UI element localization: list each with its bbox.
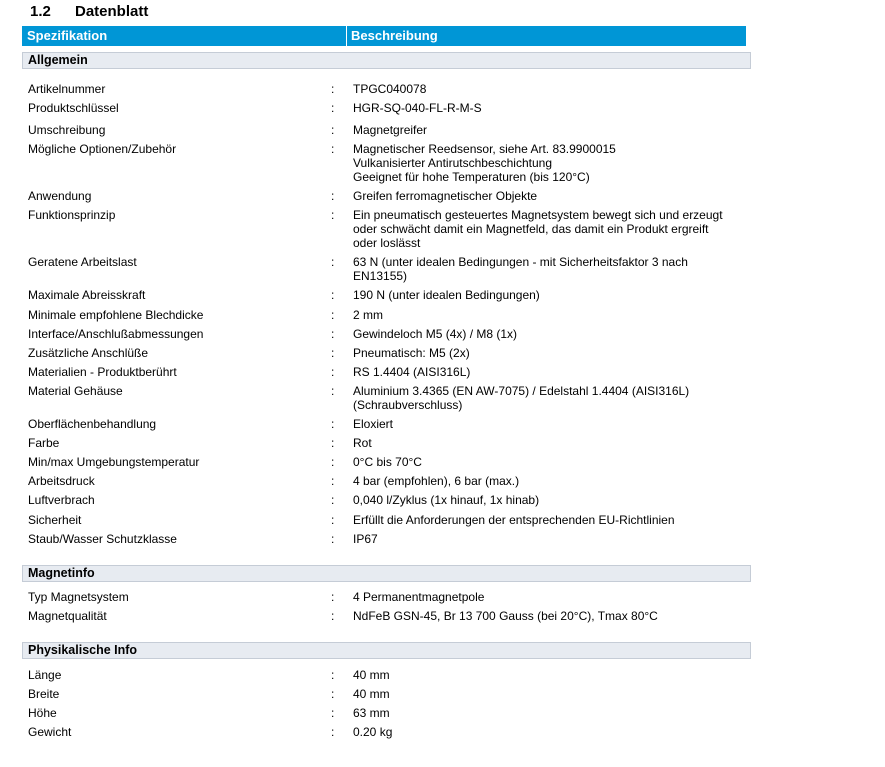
row-label: Höhe	[28, 706, 57, 720]
row-label: Länge	[28, 668, 62, 682]
row-label: Luftverbrach	[28, 493, 95, 507]
row-value	[353, 590, 753, 604]
value-line: 2 mm	[353, 308, 383, 322]
row-value	[353, 255, 753, 283]
row-separator: :	[331, 346, 335, 360]
section-header-physikalische-info: Physikalische Info	[22, 642, 751, 659]
value-line: 40 mm	[353, 668, 390, 682]
value-line: Geeignet für hohe Temperaturen (bis 120°C)	[353, 170, 590, 184]
row-value	[353, 82, 753, 96]
row-separator: :	[331, 308, 335, 322]
row-separator: :	[331, 706, 335, 720]
row-separator: :	[331, 609, 335, 623]
row-label: Interface/Anschlußabmessungen	[28, 327, 204, 341]
row-separator: :	[331, 327, 335, 341]
section-title: Datenblatt	[75, 3, 149, 20]
row-separator: :	[331, 474, 335, 488]
row-value	[353, 346, 753, 360]
row-separator: :	[331, 142, 335, 156]
value-line: 4 bar (empfohlen), 6 bar (max.)	[353, 474, 520, 488]
section-heading	[30, 2, 148, 22]
row-separator: :	[331, 208, 335, 222]
row-separator: :	[331, 668, 335, 682]
value-line: NdFeB GSN-45, Br 13 700 Gauss (bei 20°C), Tmax 80°C	[353, 609, 658, 623]
value-line: 0,040 l/Zyklus (1x hinauf, 1x hinab)	[353, 493, 540, 507]
row-value	[353, 189, 753, 203]
row-separator: :	[331, 725, 335, 739]
value-line: Greifen ferromagnetischer Objekte	[353, 189, 538, 203]
value-line: HGR-SQ-040-FL-R-M-S	[353, 101, 482, 115]
row-value	[353, 327, 753, 341]
row-label: Materialien - Produktberührt	[28, 365, 177, 379]
row-label: Umschreibung	[28, 123, 106, 137]
value-line: 4 Permanentmagnetpole	[353, 590, 485, 604]
row-separator: :	[331, 590, 335, 604]
row-separator: :	[331, 493, 335, 507]
value-line: Ein pneumatisch gesteuertes Magnetsystem bewegt sich und erzeugt	[353, 208, 723, 222]
row-value	[353, 288, 753, 302]
row-value	[353, 142, 753, 184]
row-separator: :	[331, 255, 335, 269]
row-value	[353, 365, 753, 379]
value-line: Gewindeloch M5 (4x) / M8 (1x)	[353, 327, 518, 341]
value-line: Erfüllt die Anforderungen der entsprechenden EU-Richtlinien	[353, 513, 675, 527]
row-value	[353, 384, 753, 412]
row-separator: :	[331, 189, 335, 203]
row-label: Produktschlüssel	[28, 101, 119, 115]
value-line: 40 mm	[353, 687, 390, 701]
row-separator: :	[331, 513, 335, 527]
row-value	[353, 493, 753, 507]
value-line: Aluminium 3.4365 (EN AW-7075) / Edelstahl 1.4404 (AISI316L)	[353, 384, 690, 398]
row-separator: :	[331, 436, 335, 450]
row-value	[353, 513, 753, 527]
row-label: Oberflächenbehandlung	[28, 417, 157, 431]
value-line: Vulkanisierter Antirutschbeschichtung	[353, 156, 552, 170]
row-value	[353, 123, 753, 137]
column-header-beschreibung: Beschreibung	[351, 28, 438, 43]
value-line: EN13155)	[353, 269, 408, 283]
table-header	[22, 26, 746, 46]
row-separator: :	[331, 82, 335, 96]
section-header-allgemein: Allgemein	[22, 52, 751, 69]
row-separator: :	[331, 384, 335, 398]
row-label: Zusätzliche Anschlüße	[28, 346, 149, 360]
row-separator: :	[331, 532, 335, 546]
row-label: Mögliche Optionen/Zubehör	[28, 142, 177, 156]
row-label: Arbeitsdruck	[28, 474, 95, 488]
section-number: 1.2	[30, 3, 51, 20]
row-value	[353, 609, 753, 623]
value-line: TPGC040078	[353, 82, 427, 96]
row-separator: :	[331, 288, 335, 302]
value-line: 63 mm	[353, 706, 390, 720]
row-value	[353, 706, 753, 720]
value-line: Pneumatisch: M5 (2x)	[353, 346, 470, 360]
row-value	[353, 208, 753, 250]
row-separator: :	[331, 123, 335, 137]
row-label: Minimale empfohlene Blechdicke	[28, 308, 204, 322]
row-separator: :	[331, 365, 335, 379]
row-value	[353, 725, 753, 739]
row-separator: :	[331, 417, 335, 431]
row-label: Funktionsprinzip	[28, 208, 116, 222]
value-line: oder schwächt damit ein Magnetfeld, das damit ein Produkt ergreift	[353, 222, 709, 236]
row-label: Artikelnummer	[28, 82, 106, 96]
row-value	[353, 417, 753, 431]
row-value	[353, 474, 753, 488]
row-value	[353, 101, 753, 115]
row-label: Maximale Abreisskraft	[28, 288, 146, 302]
column-divider	[346, 26, 347, 46]
row-label: Sicherheit	[28, 513, 82, 527]
value-line: 63 N (unter idealen Bedingungen - mit Sicherheitsfaktor 3 nach	[353, 255, 688, 269]
value-line: Magnetischer Reedsensor, siehe Art. 83.9900015	[353, 142, 616, 156]
value-line: oder loslässt	[353, 236, 421, 250]
row-label: Magnetqualität	[28, 609, 107, 623]
value-line: 190 N (unter idealen Bedingungen)	[353, 288, 540, 302]
row-label: Staub/Wasser Schutzklasse	[28, 532, 177, 546]
row-value	[353, 455, 753, 469]
value-line: 0°C bis 70°C	[353, 455, 422, 469]
value-line: IP67	[353, 532, 378, 546]
row-label: Typ Magnetsystem	[28, 590, 129, 604]
row-label: Geratene Arbeitslast	[28, 255, 137, 269]
value-line: Eloxiert	[353, 417, 394, 431]
value-line: 0.20 kg	[353, 725, 393, 739]
row-separator: :	[331, 101, 335, 115]
row-label: Breite	[28, 687, 60, 701]
column-header-spezifikation: Spezifikation	[27, 28, 108, 43]
row-label: Farbe	[28, 436, 60, 450]
value-line: RS 1.4404 (AISI316L)	[353, 365, 471, 379]
row-separator: :	[331, 455, 335, 469]
value-line: Magnetgreifer	[353, 123, 428, 137]
section-header-magnetinfo: Magnetinfo	[22, 565, 751, 582]
row-label: Min/max Umgebungstemperatur	[28, 455, 200, 469]
row-value	[353, 436, 753, 450]
value-line: Rot	[353, 436, 372, 450]
row-label: Material Gehäuse	[28, 384, 123, 398]
row-value	[353, 668, 753, 682]
row-value	[353, 308, 753, 322]
row-separator: :	[331, 687, 335, 701]
row-label: Anwendung	[28, 189, 92, 203]
row-label: Gewicht	[28, 725, 72, 739]
row-value	[353, 687, 753, 701]
value-line: (Schraubverschluss)	[353, 398, 463, 412]
row-value	[353, 532, 753, 546]
